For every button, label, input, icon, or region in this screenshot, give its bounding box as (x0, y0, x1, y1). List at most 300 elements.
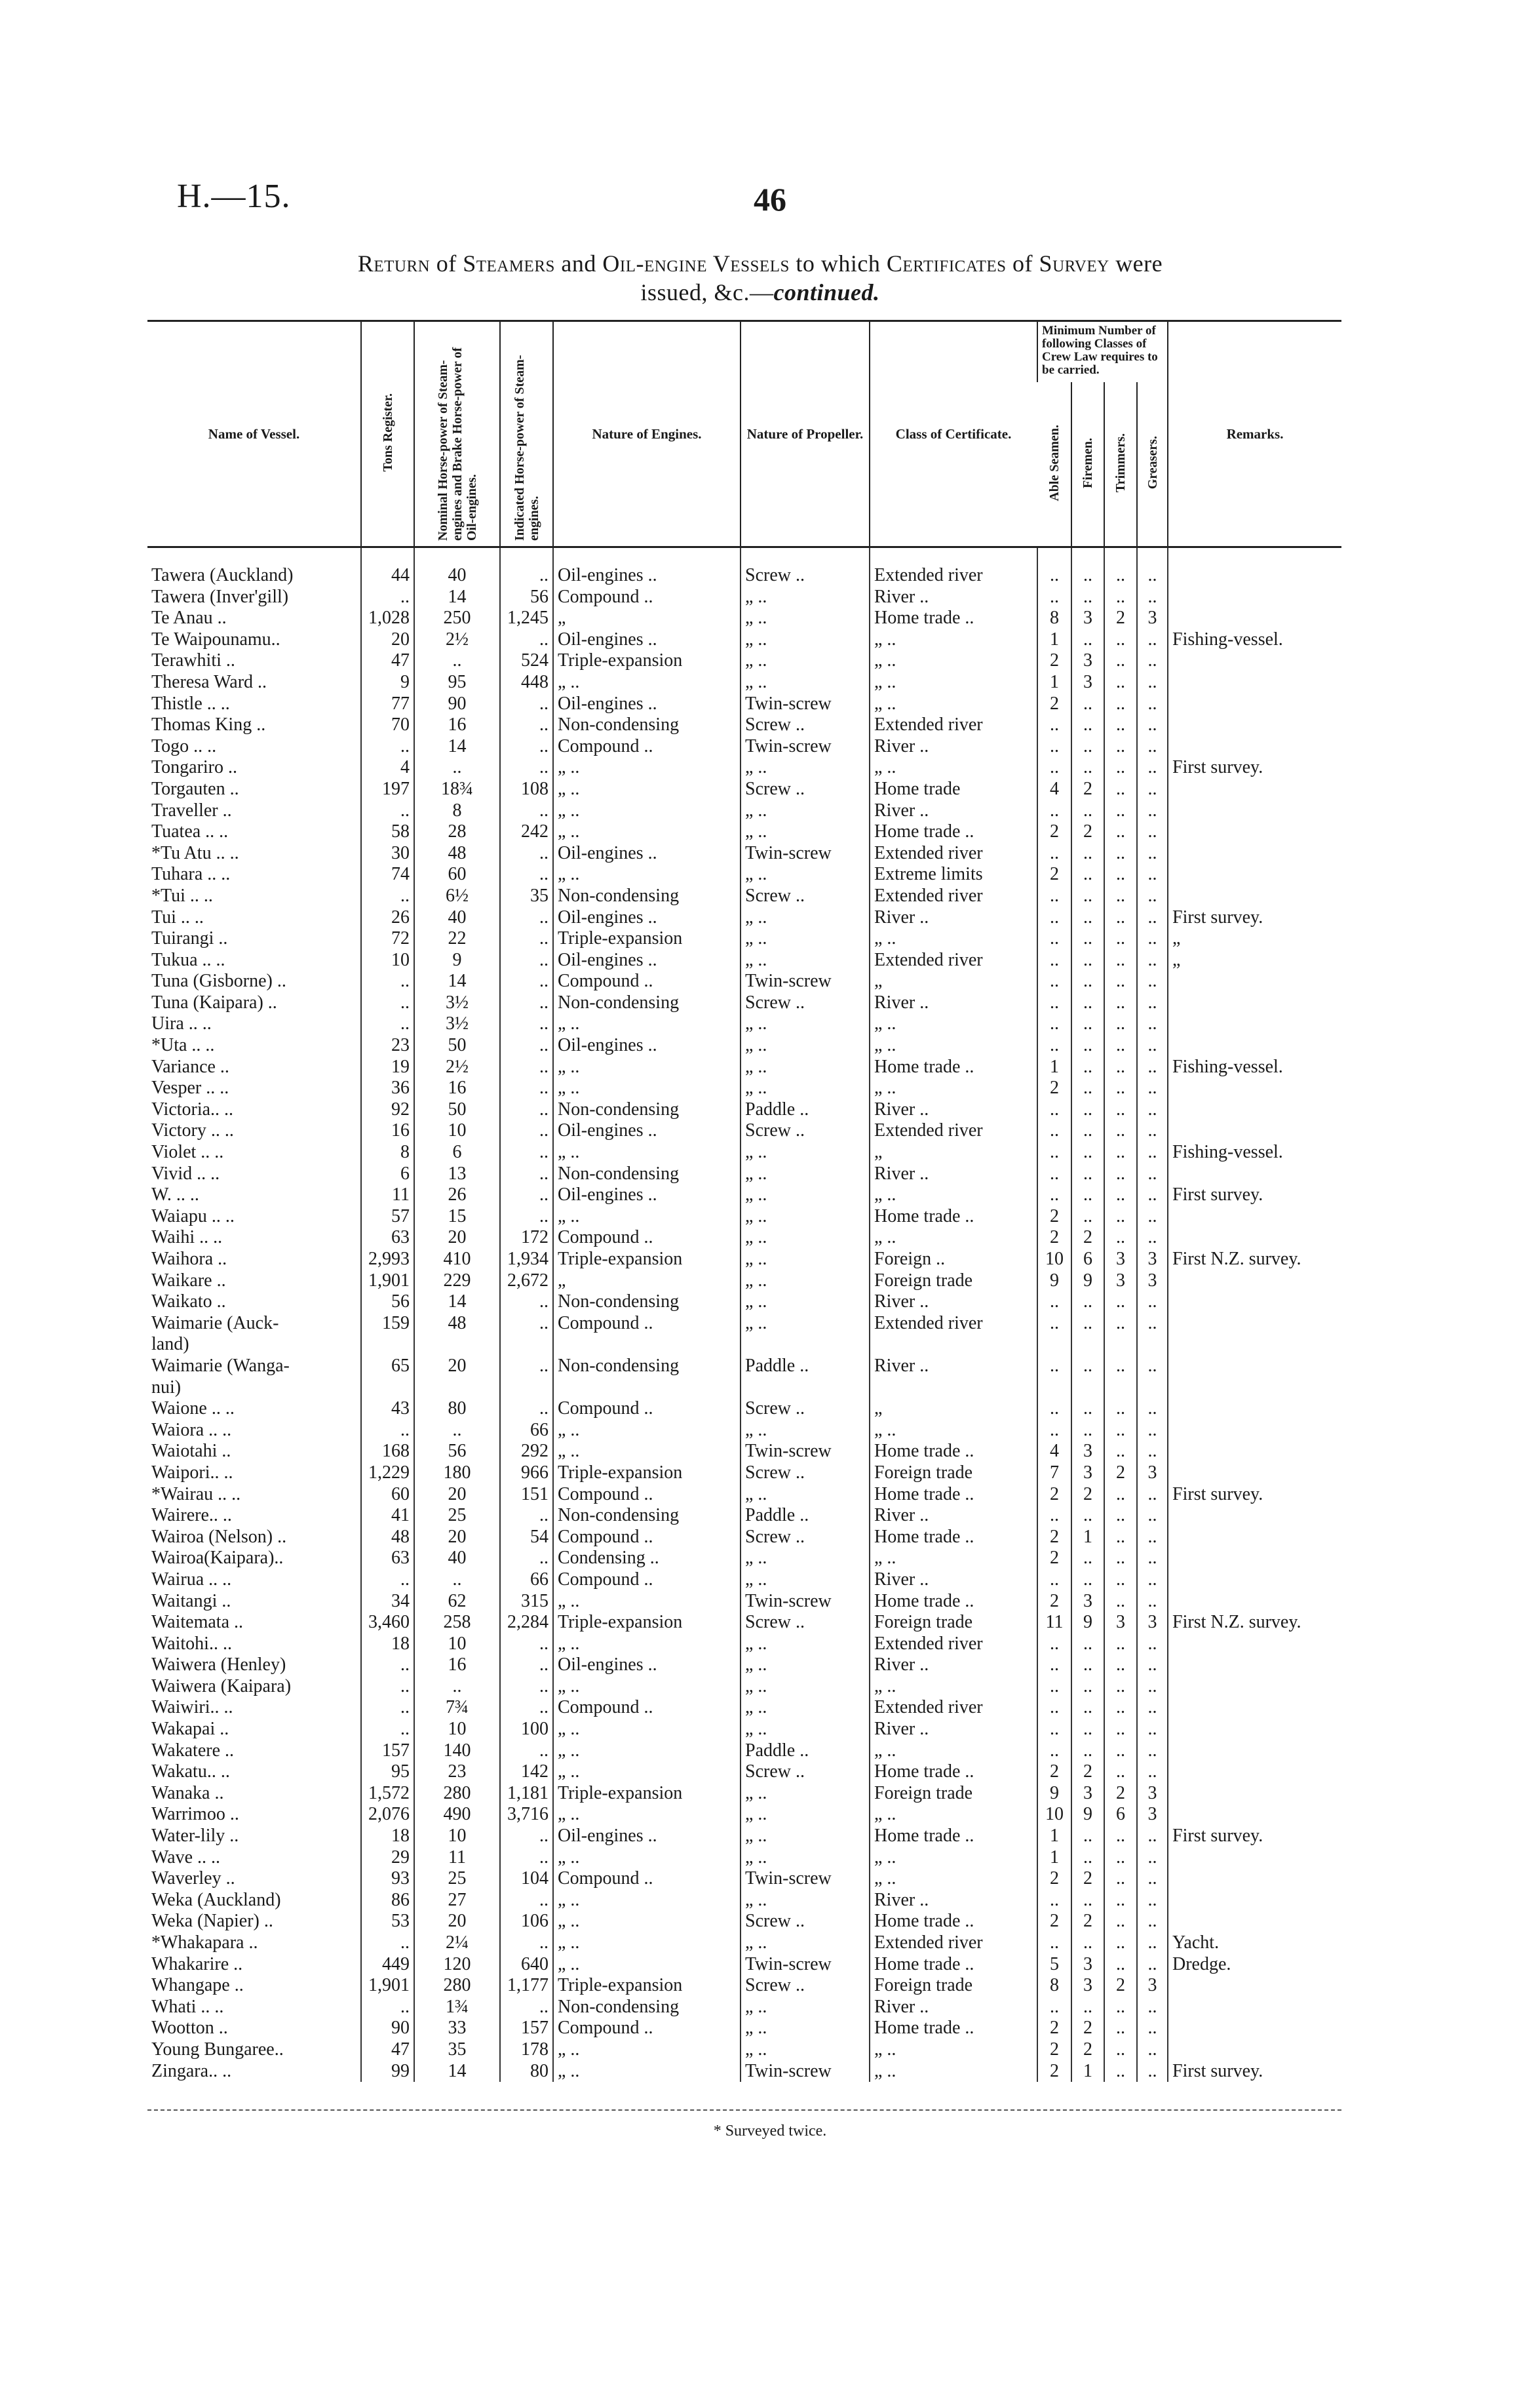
propeller-type-cell: „ .. (741, 1057, 870, 1078)
nominal-hp-cell: 25 (414, 1868, 500, 1890)
vessel-name-cell: Wanaka .. (151, 1782, 224, 1803)
vessel-name-cell: Traveller .. (151, 800, 232, 821)
indicated-hp-cell: .. (500, 1740, 553, 1762)
nominal-hp-cell: 410 (414, 1249, 500, 1270)
indicated-hp-cell: 157 (500, 2018, 553, 2039)
trimmers-cell: .. (1104, 1761, 1137, 1783)
tons-register-cell: 63 (361, 1227, 414, 1249)
nominal-hp-cell (414, 1334, 500, 1356)
able-seamen-cell: 4 (1037, 779, 1071, 800)
tons-register-cell: .. (361, 1997, 414, 2018)
able-seamen-cell: .. (1037, 1398, 1071, 1420)
able-seamen-cell: 9 (1037, 1783, 1071, 1805)
engine-type-cell: Oil-engines .. (553, 1035, 741, 1057)
trimmers-cell: .. (1104, 2018, 1137, 2039)
firemen-cell: .. (1071, 950, 1104, 971)
trimmers-cell: .. (1104, 1997, 1137, 2018)
propeller-type-cell: Screw .. (741, 1527, 870, 1548)
able-seamen-cell: 2 (1037, 1527, 1071, 1548)
tons-register-cell: 77 (361, 694, 414, 715)
propeller-type-cell: „ .. (741, 1569, 870, 1591)
table-row (147, 694, 1341, 715)
certificate-class-cell: Foreign trade (870, 1783, 1037, 1805)
greasers-cell: .. (1137, 714, 1168, 736)
tons-register-cell: 18 (361, 1634, 414, 1655)
certificate-class-cell: Foreign trade (870, 1975, 1037, 1997)
propeller-type-cell: „ .. (741, 1804, 870, 1826)
able-seamen-cell: .. (1037, 1697, 1071, 1719)
indicated-hp-cell: 966 (500, 1462, 553, 1484)
trimmers-cell: .. (1104, 864, 1137, 886)
able-seamen-cell: 2 (1037, 1761, 1071, 1783)
able-seamen-cell: 1 (1037, 1826, 1071, 1847)
firemen-cell: 3 (1071, 1975, 1104, 1997)
greasers-cell: .. (1137, 1890, 1168, 1911)
vessel-name-cell: Tui .. .. (151, 907, 204, 928)
vessel-name-cell: Tuna (Kaipara) .. (151, 992, 277, 1013)
tons-register-cell: 29 (361, 1847, 414, 1869)
trimmers-cell: .. (1104, 714, 1137, 736)
propeller-type-cell: Paddle .. (741, 1740, 870, 1762)
trimmers-cell: .. (1104, 1740, 1137, 1762)
col-header-indicated-hp: Indicated Horse-power of Steam-engines. (500, 321, 553, 547)
tons-register-cell: .. (361, 886, 414, 907)
certificate-class-cell: „ .. (870, 1676, 1037, 1698)
engine-type-cell: Non-condensing (553, 714, 741, 736)
remarks-cell (1168, 1654, 1341, 1676)
remarks-cell (1168, 608, 1341, 629)
table-row (147, 1227, 1341, 1249)
tons-register-cell: 19 (361, 1057, 414, 1078)
tons-register-cell: .. (361, 1719, 414, 1740)
table-row (147, 587, 1341, 608)
able-seamen-cell: 1 (1037, 672, 1071, 694)
able-seamen-cell: 7 (1037, 1462, 1071, 1484)
certificate-class-cell: Home trade .. (870, 1057, 1037, 1078)
tons-register-cell: 86 (361, 1890, 414, 1911)
remarks-cell: First survey. (1168, 1484, 1341, 1506)
propeller-type-cell: „ .. (741, 950, 870, 971)
propeller-type-cell: Screw .. (741, 1398, 870, 1420)
table-row (147, 1890, 1341, 1911)
table-row (147, 1057, 1341, 1078)
table-row (147, 1719, 1341, 1740)
nominal-hp-cell: 56 (414, 1441, 500, 1462)
propeller-type-cell: „ .. (741, 650, 870, 672)
propeller-type-cell: „ .. (741, 821, 870, 843)
remarks-cell: Fishing-vessel. (1168, 629, 1341, 651)
nominal-hp-cell: 16 (414, 714, 500, 736)
table-row (147, 1334, 1341, 1356)
propeller-type-cell (741, 1377, 870, 1399)
remarks-cell (1168, 2018, 1341, 2039)
nominal-hp-cell: 95 (414, 672, 500, 694)
trimmers-cell: .. (1104, 1847, 1137, 1869)
firemen-cell: .. (1071, 1505, 1104, 1527)
indicated-hp-cell: .. (500, 907, 553, 929)
greasers-cell: .. (1137, 821, 1168, 843)
firemen-cell: .. (1071, 1184, 1104, 1206)
greasers-cell: 3 (1137, 1462, 1168, 1484)
able-seamen-cell: .. (1037, 800, 1071, 822)
certificate-class-cell: Foreign trade (870, 1270, 1037, 1292)
engine-type-cell: Oil-engines .. (553, 843, 741, 865)
engine-type-cell: Oil-engines .. (553, 907, 741, 929)
propeller-type-cell: „ .. (741, 928, 870, 950)
certificate-class-cell: „ .. (870, 1740, 1037, 1762)
vessel-name-cell: Waimarie (Auck- (151, 1312, 279, 1333)
tons-register-cell: 44 (361, 547, 414, 587)
remarks-cell: „ (1168, 950, 1341, 971)
greasers-cell: .. (1137, 1505, 1168, 1527)
certificate-class-cell: „ .. (870, 672, 1037, 694)
able-seamen-cell: 10 (1037, 1804, 1071, 1826)
certificate-class-cell: „ .. (870, 1013, 1037, 1035)
trimmers-cell: .. (1104, 1291, 1137, 1313)
certificate-class-cell: River .. (870, 587, 1037, 608)
vessel-name-cell: *Uta .. .. (151, 1035, 215, 1056)
greasers-cell: .. (1137, 587, 1168, 608)
greasers-cell: .. (1137, 2061, 1168, 2083)
greasers-cell: .. (1137, 1719, 1168, 1740)
certificate-class-cell: Home trade .. (870, 1911, 1037, 1932)
able-seamen-cell: .. (1037, 843, 1071, 865)
tons-register-cell: 1,229 (361, 1462, 414, 1484)
remarks-cell (1168, 1868, 1341, 1890)
nominal-hp-cell: 14 (414, 1291, 500, 1313)
indicated-hp-cell: .. (500, 1890, 553, 1911)
indicated-hp-cell: 178 (500, 2039, 553, 2061)
firemen-cell: .. (1071, 1142, 1104, 1164)
able-seamen-cell: .. (1037, 971, 1071, 992)
vessel-name-cell: Warrimoo .. (151, 1804, 239, 1825)
table-row (147, 1270, 1341, 1292)
nominal-hp-cell: 258 (414, 1612, 500, 1634)
certificate-class-cell: River .. (870, 1099, 1037, 1121)
trimmers-cell: .. (1104, 587, 1137, 608)
remarks-cell (1168, 1847, 1341, 1869)
firemen-cell: .. (1071, 1291, 1104, 1313)
tons-register-cell: .. (361, 1697, 414, 1719)
tons-register-cell: .. (361, 736, 414, 758)
firemen-cell: 2 (1071, 1911, 1104, 1932)
indicated-hp-cell: .. (500, 547, 553, 587)
vessel-name-cell: Whati .. .. (151, 1996, 224, 2017)
tons-register-cell: .. (361, 1932, 414, 1954)
engine-type-cell: „ .. (553, 800, 741, 822)
propeller-type-cell: „ .. (741, 1634, 870, 1655)
engine-type-cell (553, 1334, 741, 1356)
engine-type-cell: „ .. (553, 1420, 741, 1441)
vessel-name-cell: Te Waipounamu.. (151, 629, 280, 650)
certificate-class-cell: „ .. (870, 757, 1037, 779)
propeller-type-cell: Twin-screw (741, 1868, 870, 1890)
vessel-name-cell: Tuhara .. .. (151, 864, 231, 885)
vessel-name-cell: Theresa Ward .. (151, 671, 267, 692)
firemen-cell: .. (1071, 1013, 1104, 1035)
remarks-cell (1168, 1398, 1341, 1420)
engine-type-cell: „ .. (553, 672, 741, 694)
propeller-type-cell: Twin-screw (741, 2061, 870, 2083)
indicated-hp-cell: 242 (500, 821, 553, 843)
table-row (147, 928, 1341, 950)
propeller-type-cell: „ .. (741, 800, 870, 822)
certificate-class-cell: Extended river (870, 1120, 1037, 1142)
vessel-name-cell: Waiwiri.. .. (151, 1697, 233, 1718)
propeller-type-cell: „ .. (741, 1932, 870, 1954)
able-seamen-cell: .. (1037, 547, 1071, 587)
certificate-class-cell: River .. (870, 1569, 1037, 1591)
engine-type-cell: Non-condensing (553, 1997, 741, 2018)
vessel-name-cell: Wairua .. .. (151, 1569, 232, 1590)
table-row (147, 650, 1341, 672)
table-row (147, 672, 1341, 694)
propeller-type-cell: Screw .. (741, 1120, 870, 1142)
nominal-hp-cell: .. (414, 1420, 500, 1441)
nominal-hp-cell: 20 (414, 1356, 500, 1377)
firemen-cell: .. (1071, 1634, 1104, 1655)
trimmers-cell: .. (1104, 1356, 1137, 1377)
table-row (147, 1997, 1341, 2018)
engine-type-cell: Triple-expansion (553, 928, 741, 950)
trimmers-cell: .. (1104, 1911, 1137, 1932)
able-seamen-cell: .. (1037, 1099, 1071, 1121)
propeller-type-cell: „ .. (741, 757, 870, 779)
vessel-name-cell: Wairoa (Nelson) .. (151, 1526, 287, 1547)
greasers-cell: .. (1137, 886, 1168, 907)
title-word: Survey (1039, 250, 1109, 277)
firemen-cell: .. (1071, 992, 1104, 1014)
greasers-cell: .. (1137, 1868, 1168, 1890)
indicated-hp-cell: .. (500, 757, 553, 779)
remarks-cell (1168, 1078, 1341, 1099)
remarks-cell: „ (1168, 928, 1341, 950)
engine-type-cell: Non-condensing (553, 992, 741, 1014)
able-seamen-cell: .. (1037, 1997, 1071, 2018)
vessel-name-cell: Whangape .. (151, 1975, 244, 1996)
trimmers-cell: .. (1104, 1676, 1137, 1698)
indicated-hp-cell: .. (500, 1142, 553, 1164)
firemen-cell: .. (1071, 1099, 1104, 1121)
remarks-cell: First survey. (1168, 1826, 1341, 1847)
col-header-greasers: Greasers. (1137, 382, 1168, 547)
vessel-name-cell: Waitemata .. (151, 1612, 244, 1633)
indicated-hp-cell: 80 (500, 2061, 553, 2083)
engine-type-cell: Compound .. (553, 1227, 741, 1249)
title-word: were (1115, 250, 1163, 277)
firemen-cell: 1 (1071, 2061, 1104, 2083)
greasers-cell: .. (1137, 694, 1168, 715)
indicated-hp-cell: .. (500, 1654, 553, 1676)
indicated-hp-cell: 106 (500, 1911, 553, 1932)
tons-register-cell: 8 (361, 1142, 414, 1164)
able-seamen-cell: .. (1037, 907, 1071, 929)
engine-type-cell: Oil-engines .. (553, 694, 741, 715)
remarks-cell: Dredge. (1168, 1954, 1341, 1976)
nominal-hp-cell: 40 (414, 1548, 500, 1569)
able-seamen-cell: .. (1037, 714, 1071, 736)
nominal-hp-cell: 48 (414, 1313, 500, 1335)
trimmers-cell: .. (1104, 1441, 1137, 1462)
remarks-cell (1168, 971, 1341, 992)
vessel-name-cell: Te Anau .. (151, 608, 227, 629)
able-seamen-cell: .. (1037, 950, 1071, 971)
firemen-cell: .. (1071, 1356, 1104, 1377)
able-seamen-cell: .. (1037, 736, 1071, 758)
able-seamen-cell: .. (1037, 928, 1071, 950)
trimmers-cell: 3 (1104, 1270, 1137, 1292)
greasers-cell: .. (1137, 1569, 1168, 1591)
trimmers-cell: .. (1104, 650, 1137, 672)
title-word: of (436, 250, 457, 277)
greasers-cell (1137, 1334, 1168, 1356)
indicated-hp-cell: .. (500, 1847, 553, 1869)
col-header-firemen: Firemen. (1071, 382, 1104, 547)
propeller-type-cell: „ .. (741, 1164, 870, 1185)
firemen-cell: .. (1071, 1164, 1104, 1185)
certificate-class-cell: „ .. (870, 2039, 1037, 2061)
indicated-hp-cell: .. (500, 1291, 553, 1313)
nominal-hp-cell: 14 (414, 587, 500, 608)
nominal-hp-cell: .. (414, 650, 500, 672)
certificate-class-cell: Home trade .. (870, 2018, 1037, 2039)
greasers-cell: .. (1137, 1099, 1168, 1121)
trimmers-cell: .. (1104, 1420, 1137, 1441)
indicated-hp-cell: .. (500, 1313, 553, 1335)
col-header-propeller: Nature of Propeller. (741, 321, 870, 547)
certificate-class-cell: Extended river (870, 843, 1037, 865)
engine-type-cell: „ (553, 1270, 741, 1292)
vessel-name-cell: Whakarire .. (151, 1953, 243, 1974)
able-seamen-cell: .. (1037, 1740, 1071, 1762)
propeller-type-cell: Twin-screw (741, 694, 870, 715)
tons-register-cell: 95 (361, 1761, 414, 1783)
title-word: Certificates (886, 250, 1007, 277)
propeller-type-cell: „ .. (741, 2018, 870, 2039)
able-seamen-cell: 4 (1037, 1441, 1071, 1462)
tons-register-cell: 168 (361, 1441, 414, 1462)
vessel-name-cell: Tukua .. .. (151, 949, 225, 970)
able-seamen-cell: 2 (1037, 2018, 1071, 2039)
propeller-type-cell: „ .. (741, 1206, 870, 1228)
firemen-cell: .. (1071, 800, 1104, 822)
indicated-hp-cell: .. (500, 1099, 553, 1121)
tons-register-cell: 36 (361, 1078, 414, 1099)
table-row (147, 2061, 1341, 2083)
table-row (147, 1291, 1341, 1313)
vessel-name-cell: Wakapai .. (151, 1719, 229, 1740)
greasers-cell: .. (1137, 1120, 1168, 1142)
vessel-name-cell: Tuatea .. .. (151, 821, 229, 842)
table-row (147, 1612, 1341, 1634)
tons-register-cell: 1,572 (361, 1783, 414, 1805)
table-row (147, 1377, 1341, 1399)
nominal-hp-cell: 18¾ (414, 779, 500, 800)
remarks-cell (1168, 1697, 1341, 1719)
remarks-cell (1168, 1013, 1341, 1035)
propeller-type-cell: Paddle .. (741, 1099, 870, 1121)
greasers-cell: 3 (1137, 1270, 1168, 1292)
indicated-hp-cell: 1,181 (500, 1783, 553, 1805)
engine-type-cell: „ .. (553, 1078, 741, 1099)
able-seamen-cell: .. (1037, 1291, 1071, 1313)
table-bottom-rule (147, 2109, 1341, 2111)
table-row (147, 1484, 1341, 1506)
tons-register-cell: .. (361, 1676, 414, 1698)
engine-type-cell: Non-condensing (553, 1291, 741, 1313)
indicated-hp-cell: 315 (500, 1591, 553, 1613)
indicated-hp-cell: .. (500, 1634, 553, 1655)
table-row (147, 1868, 1341, 1890)
document-reference: H.—15. (177, 178, 291, 215)
firemen-cell: 2 (1071, 2039, 1104, 2061)
greasers-cell: .. (1137, 843, 1168, 865)
indicated-hp-cell: 66 (500, 1420, 553, 1441)
engine-type-cell: Compound .. (553, 971, 741, 992)
trimmers-cell: .. (1104, 1120, 1137, 1142)
col-header-able-seamen: Able Seamen. (1037, 382, 1071, 547)
remarks-cell (1168, 1441, 1341, 1462)
nominal-hp-cell: 20 (414, 1484, 500, 1506)
tons-register-cell: 34 (361, 1591, 414, 1613)
vessel-name-cell: Waikato .. (151, 1291, 226, 1312)
indicated-hp-cell: .. (500, 1676, 553, 1698)
certificate-class-cell: „ .. (870, 629, 1037, 651)
col-header-remarks: Remarks. (1168, 321, 1341, 547)
greasers-cell: 3 (1137, 1249, 1168, 1270)
propeller-type-cell: „ .. (741, 1249, 870, 1270)
indicated-hp-cell: .. (500, 971, 553, 992)
engine-type-cell: Compound .. (553, 587, 741, 608)
propeller-type-cell: Screw .. (741, 1911, 870, 1932)
trimmers-cell: .. (1104, 1654, 1137, 1676)
vessel-name-cell: Wakatu.. .. (151, 1761, 230, 1782)
tons-register-cell: 4 (361, 757, 414, 779)
trimmers-cell: .. (1104, 971, 1137, 992)
table-row (147, 864, 1341, 886)
tons-register-cell: 90 (361, 2018, 414, 2039)
nominal-hp-cell: 16 (414, 1078, 500, 1099)
firemen-cell: .. (1071, 1997, 1104, 2018)
propeller-type-cell: Screw .. (741, 1462, 870, 1484)
engine-type-cell: Non-condensing (553, 1505, 741, 1527)
nominal-hp-cell: 3½ (414, 1013, 500, 1035)
propeller-type-cell: Screw .. (741, 1975, 870, 1997)
firemen-cell: 2 (1071, 1868, 1104, 1890)
table-row (147, 1441, 1341, 1462)
remarks-cell (1168, 843, 1341, 865)
indicated-hp-cell: .. (500, 864, 553, 886)
certificate-class-cell: „ (870, 1398, 1037, 1420)
indicated-hp-cell (500, 1334, 553, 1356)
greasers-cell: .. (1137, 1697, 1168, 1719)
greasers-cell: .. (1137, 736, 1168, 758)
remarks-cell (1168, 1890, 1341, 1911)
certificate-class-cell: River .. (870, 1719, 1037, 1740)
engine-type-cell: „ .. (553, 1013, 741, 1035)
trimmers-cell: .. (1104, 1484, 1137, 1506)
indicated-hp-cell: 640 (500, 1954, 553, 1976)
certificate-class-cell: Extended river (870, 1932, 1037, 1954)
greasers-cell: .. (1137, 950, 1168, 971)
greasers-cell: .. (1137, 1398, 1168, 1420)
propeller-type-cell: „ .. (741, 1184, 870, 1206)
indicated-hp-cell: 151 (500, 1484, 553, 1506)
certificate-class-cell: „ .. (870, 1078, 1037, 1099)
nominal-hp-cell: 3½ (414, 992, 500, 1014)
greasers-cell: .. (1137, 1527, 1168, 1548)
able-seamen-cell: 9 (1037, 1270, 1071, 1292)
